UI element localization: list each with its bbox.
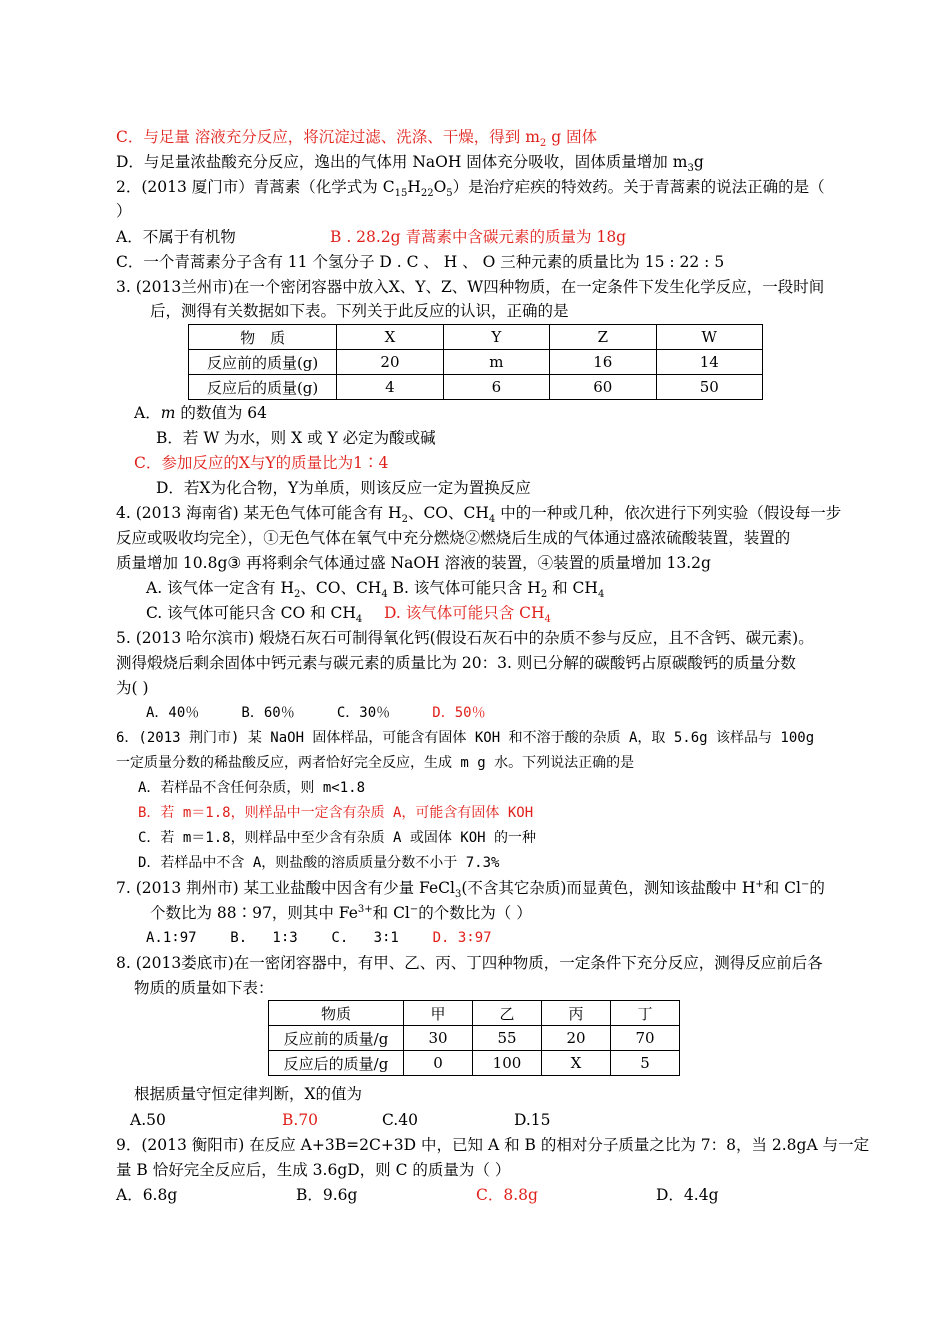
table-row [189,350,763,375]
q5-option-d: D．50％ [432,705,486,721]
table-cell: 反应后的质量(g) [189,375,337,400]
table-row [269,1026,680,1051]
table-cell: 乙 [473,1001,542,1026]
table-cell: 70 [611,1026,680,1051]
q6-option-c: C．若 m＝1.8，则样品中至少含有杂质 A 或固体 KOH 的一种 [138,830,537,846]
table-cell: 6 [443,375,549,400]
q5-stem-line2: 测得煅烧后剩余固体中钙元素与碳元素的质量比为 20：3. 则已分解的碳酸钙占原碳酸钙的质量分数 [116,654,796,672]
table-cell: 5 [611,1051,680,1076]
q7-options: A.1∶97 B. 1∶3 C. 3∶1 D. 3∶97 [146,930,492,946]
table-cell: X [542,1051,611,1076]
q3-table [188,324,763,400]
q6-option-d: D．若样品中不含 A，则盐酸的溶质质量分数不小于 7.3% [138,855,500,871]
table-cell: 物 质 [189,325,337,350]
q4-option-c: C. 该气体可能只含 CO 和 $CH_4$ [146,604,363,626]
q8-table [268,1000,680,1076]
q5-stem-line3: 为( ) [116,679,149,697]
q9-stem-line2: 量 B 恰好完全反应后，生成 3.6gD，则 C 的质量为（ ） [116,1161,511,1179]
table-cell: 反应前的质量(g) [189,350,337,375]
q8-option-c: C.40 [382,1111,418,1129]
q9-option-c: C．8.8g [476,1186,538,1204]
q6-stem-line2: 一定质量分数的稀盐酸反应，两者恰好完全反应，生成 m g 水。下列说法正确的是 [116,755,635,771]
q4-option-d: D. 该气体可能只含 $CH_4$ [384,604,551,626]
q4-option-ab: A. 该气体一定含有 $H_2$、CO、$CH_4$ B. 该气体可能只含 $H_2$ 和 $CH_4$ [146,579,605,601]
table-row [189,375,763,400]
q2-option-b: B . 28.2g 青蒿素中含碳元素的质量为 18g [330,228,627,246]
q4-stem-line1: 4. (2013 海南省) 某无色气体可能含有 $H_2$、CO、$CH_4$ 中的一种或几种，依次进行下列实验（假设每一步 [116,504,842,526]
q8-stem-line1: 8. (2013娄底市)在一密闭容器中，有甲、乙、丙、丁四种物质，一定条件下充分反应，测得反应前后各 [116,954,823,972]
q6-option-b: B．若 m＝1.8，则样品中一定含有杂质 A，可能含有固体 KOH [138,805,534,821]
table-cell: 55 [473,1026,542,1051]
q7-stem-line2: 个数比为 88∶97，则其中 $Fe^{3+}$和 Cl−的个数比为（ ） [150,903,532,922]
q3-stem-line2: 后，测得有关数据如下表。下列关于此反应的认识，正确的是 [150,302,569,320]
table-cell: 14 [656,350,762,375]
q9-option-d: D．4.4g [656,1186,719,1204]
q8-prompt: 根据质量守恒定律判断，X的值为 [134,1085,363,1103]
table-cell: m [443,350,549,375]
table-cell: Z [550,325,656,350]
q1-option-c: C．与足量 溶液充分反应，将沉淀过滤、洗涤、干燥，得到 $m_2$ g 固体 [116,128,598,150]
table-cell: 50 [656,375,762,400]
table-cell: W [656,325,762,350]
q3-option-c: C．参加反应的X与Y的质量比为1∶4 [134,454,389,472]
q8-option-b: B.70 [282,1111,319,1129]
q5-stem-line1: 5. (2013 哈尔滨市) 煅烧石灰石可制得氧化钙(假设石灰石中的杂质不参与反应，且不含钙、碳元素)。 [116,629,814,647]
table-cell: 4 [337,375,443,400]
table-cell: 16 [550,350,656,375]
table-cell: 甲 [404,1001,473,1026]
q8-stem-line2: 物质的质量如下表： [134,979,274,997]
table-cell: 100 [473,1051,542,1076]
q3-option-b: B．若 W 为水，则 X 或 Y 必定为酸或碱 [156,429,436,447]
table-cell: 反应前的质量/g [269,1026,404,1051]
table-cell: 丁 [611,1001,680,1026]
table-row [269,1001,680,1026]
q9-option-a: A．6.8g [116,1186,178,1204]
q6-stem-line1: 6．(2013 荆门市) 某 NaOH 固体样品，可能含有固体 KOH 和不溶于酸的杂质 A，取 5.6g 该样品与 100g [116,730,815,746]
q4-stem-line2: 反应或吸收均完全），①无色气体在氧气中充分燃烧②燃烧后生成的气体通过盛浓硫酸装置，装置的 [116,529,791,547]
table-cell: Y [443,325,549,350]
q3-option-a: A．m 的数值为 64 [134,404,267,422]
table-cell: 0 [404,1051,473,1076]
q2-option-a: A．不属于有机物 [116,228,236,246]
table-row [189,325,763,350]
q2-stem: 2．(2013 厦门市）青蒿素（化学式为 $C_{15}H_{22}O_5$）是治疗疟疾的特效药。关于青蒿素的说法正确的是（ [116,178,825,200]
q7-stem-line1: 7. (2013 荆州市) 某工业盐酸中因含有少量 FeCl$_3$(不含其它杂质)而显黄色，测知该盐酸中 H+和 Cl−的 [116,878,825,901]
table-cell: 60 [550,375,656,400]
q5-options: A．40％ B．60％ C．30％ D．50％ [146,705,486,721]
table-cell: X [337,325,443,350]
table-row [269,1051,680,1076]
q1-option-d: D．与足量浓盐酸充分反应，逸出的气体用 NaOH 固体充分吸收，固体质量增加 $m_3g$ [116,153,704,175]
table-cell: 30 [404,1026,473,1051]
q8-option-a: A.50 [130,1111,166,1129]
table-cell: 丙 [542,1001,611,1026]
q7-option-d: D. 3∶97 [432,930,492,946]
table-cell: 物质 [269,1001,404,1026]
q9-option-b: B．9.6g [296,1186,358,1204]
table-cell: 20 [542,1026,611,1051]
q4-stem-line3: 质量增加 10.8g③ 再将剩余气体通过盛 NaOH 溶液的装置，④装置的质量增加 13.2g [116,554,711,572]
q3-stem-line1: 3. (2013兰州市)在一个密闭容器中放入X、Y、Z、W四种物质，在一定条件下发生化学反应，一段时间 [116,278,825,296]
table-cell: 反应后的质量/g [269,1051,404,1076]
q3-option-d: D．若X为化合物，Y为单质，则该反应一定为置换反应 [156,479,531,497]
q6-option-a: A．若样品不含任何杂质，则 m<1.8 [138,780,366,796]
q2-option-cd: C．一个青蒿素分子含有 11 个氢分子 D . C 、 H 、 O 三种元素的质量比为 15 : 22 : 5 [116,253,725,271]
table-cell: 20 [337,350,443,375]
q9-stem-line1: 9．(2013 衡阳市) 在反应 A+3B=2C+3D 中，已知 A 和 B 的相对分子质量之比为 7：8，当 2.8gA 与一定 [116,1136,870,1154]
q2-stem-close: ） [116,202,132,220]
q8-option-d: D.15 [514,1111,551,1129]
